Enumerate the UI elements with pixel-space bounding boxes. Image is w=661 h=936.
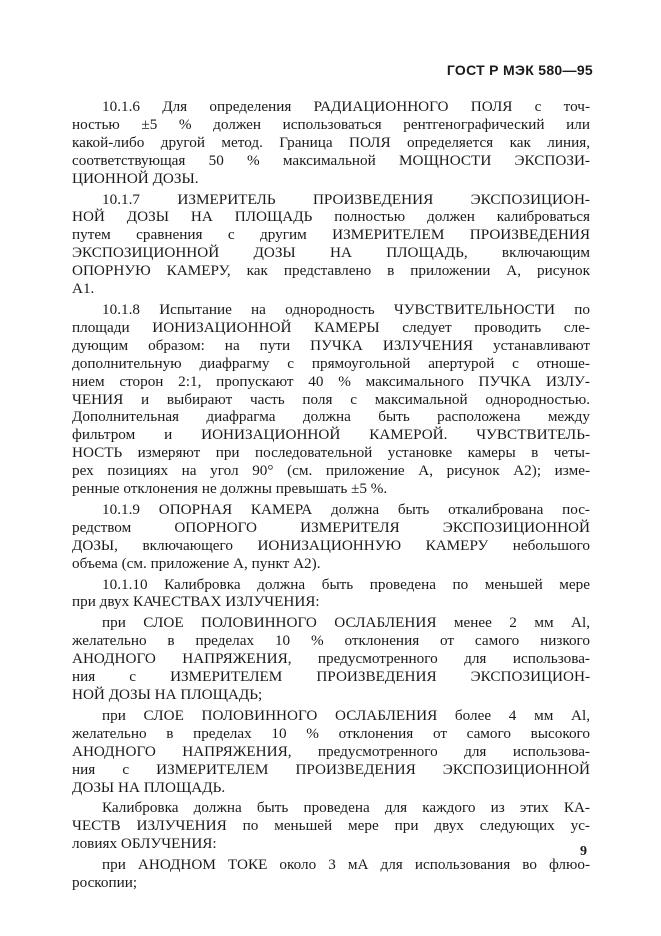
text-line: ловиях ОБЛУЧЕНИЯ: bbox=[72, 835, 217, 853]
text-line: ЦИОННОЙ ДОЗЫ. bbox=[72, 169, 199, 187]
text-line: при СЛОЕ ПОЛОВИННОГО ОСЛАБЛЕНИЯ менее 2 мм Al, bbox=[102, 614, 590, 632]
list-item-anode-current bbox=[72, 856, 590, 892]
page-number: 9 bbox=[580, 844, 587, 859]
text-line: ЧЕНИЯ и выбирают часть поля с максимальной однородностью. bbox=[72, 390, 590, 408]
text-line: при двух КАЧЕСТВАХ ИЗЛУЧЕНИЯ: bbox=[72, 593, 320, 611]
text-line: ЭКСПОЗИЦИОННОЙ ДОЗЫ НА ПЛОЩАДЬ, включающим bbox=[72, 244, 590, 262]
text-line: нием сторон 2:1, пропускают 40 % максимального ПУЧКА ИЗЛУ- bbox=[72, 372, 590, 390]
text-line: АНОДНОГО НАПРЯЖЕНИЯ, предусмотренного для использова- bbox=[72, 650, 590, 668]
text-line: ДОЗЫ, включающего ИОНИЗАЦИОННУЮ КАМЕРУ небольшого bbox=[72, 536, 590, 554]
list-item-high-hvl bbox=[72, 707, 590, 797]
text-line: ренные отклонения не должны превышать ±5 %. bbox=[72, 480, 388, 498]
paragraph-10-1-10 bbox=[72, 576, 590, 612]
paragraph-calibration bbox=[72, 799, 590, 853]
text-line: А1. bbox=[72, 280, 95, 298]
text-line: при АНОДНОМ ТОКЕ около 3 мА для использования во флюо- bbox=[102, 856, 590, 874]
text-line: АНОДНОГО НАПРЯЖЕНИЯ, предусмотренного для использова- bbox=[72, 742, 590, 760]
text-line: 10.1.10 Калибровка должна быть проведена по меньшей мере bbox=[102, 575, 590, 593]
text-line: фильтром и ИОНИЗАЦИОННОЙ КАМЕРОЙ. ЧУВСТВИТЕЛЬ- bbox=[72, 426, 590, 444]
text-line: рех позициях на угол 90° (см. приложение А, рисунок А2); изме- bbox=[72, 462, 590, 480]
text-line: объема (см. приложение А, пункт А2). bbox=[72, 554, 321, 572]
text-line: редством ОПОРНОГО ИЗМЕРИТЕЛЯ ЭКСПОЗИЦИОННОЙ bbox=[72, 518, 590, 536]
text-line: площади ИОНИЗАЦИОННОЙ КАМЕРЫ следует проводить сле- bbox=[72, 318, 590, 336]
text-line: ДОЗЫ НА ПЛОЩАДЬ. bbox=[72, 778, 226, 796]
text-line: Дополнительная диафрагма должна быть расположена между bbox=[72, 408, 590, 426]
text-line: дующим образом: на пути ПУЧКА ИЗЛУЧЕНИЯ устанавливают bbox=[72, 336, 590, 354]
text-line: ния с ИЗМЕРИТЕЛЕМ ПРОИЗВЕДЕНИЯ ЭКСПОЗИЦИОН- bbox=[72, 668, 590, 686]
paragraph-10-1-8 bbox=[72, 301, 590, 498]
text-line: ОПОРНУЮ КАМЕРУ, как представлено в приложении А, рисунок bbox=[72, 262, 590, 280]
text-line: Калибровка должна быть проведена для каждого из этих КА- bbox=[102, 799, 590, 817]
text-line: ния с ИЗМЕРИТЕЛЕМ ПРОИЗВЕДЕНИЯ ЭКСПОЗИЦИОННОЙ bbox=[72, 760, 590, 778]
text-line: 10.1.8 Испытание на однородность ЧУВСТВИТЕЛЬНОСТИ по bbox=[102, 300, 590, 318]
list-item-low-hvl bbox=[72, 614, 590, 704]
text-line: ЧЕСТВ ИЗЛУЧЕНИЯ по меньшей мере при двух следующих ус- bbox=[72, 817, 590, 835]
text-line: 10.1.9 ОПОРНАЯ КАМЕРА должна быть откалибрована пос- bbox=[102, 500, 590, 518]
text-line: путем сравнения с другим ИЗМЕРИТЕЛЕМ ПРОИЗВЕДЕНИЯ bbox=[72, 226, 590, 244]
text-line: дополнительную диафрагму с прямоугольной апертурой с отноше- bbox=[72, 354, 590, 372]
text-line: 10.1.6 Для определения РАДИАЦИОННОГО ПОЛЯ с точ- bbox=[102, 98, 590, 115]
text-line: при СЛОЕ ПОЛОВИННОГО ОСЛАБЛЕНИЯ более 4 мм Al, bbox=[102, 706, 590, 724]
text-line: 10.1.7 ИЗМЕРИТЕЛЬ ПРОИЗВЕДЕНИЯ ЭКСПОЗИЦИОН- bbox=[102, 190, 590, 208]
text-line: желательно в пределах 10 % отклонения от самого низкого bbox=[72, 632, 590, 650]
text-line: соответствующая 50 % максимальной МОЩНОСТИ ЭКСПОЗИ- bbox=[72, 151, 590, 169]
text-line: ностью ±5 % должен использоваться рентгенографический или bbox=[72, 115, 590, 133]
paragraph-10-1-6 bbox=[72, 98, 590, 188]
text-line: роскопии; bbox=[72, 874, 138, 892]
paragraph-10-1-7 bbox=[72, 191, 590, 298]
text-line: какой-либо другой метод. Граница ПОЛЯ определяется как линия, bbox=[72, 133, 590, 151]
text-line: желательно в пределах 10 % отклонения от самого высокого bbox=[72, 724, 590, 742]
text-line: НОЙ ДОЗЫ НА ПЛОЩАДЬ полностью должен калиброваться bbox=[72, 208, 590, 226]
body-text bbox=[72, 98, 590, 892]
text-line: НОЙ ДОЗЫ НА ПЛОЩАДЬ; bbox=[72, 686, 263, 703]
paragraph-10-1-9 bbox=[72, 501, 590, 573]
document-header: ГОСТ Р МЭК 580—95 bbox=[446, 62, 593, 78]
text-line: НОСТЬ измеряют при последовательной установке камеры в четы- bbox=[72, 444, 590, 462]
